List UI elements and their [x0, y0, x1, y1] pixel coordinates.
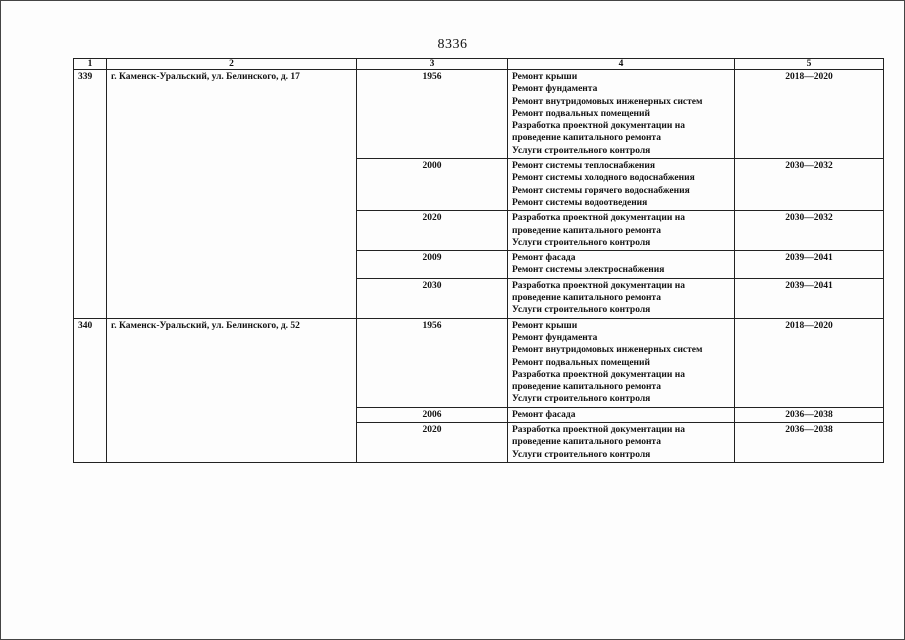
repair-work-item: Ремонт подвальных помещений: [512, 108, 650, 119]
repair-works-list: [508, 159, 735, 211]
last-repair-year: 2009: [357, 251, 508, 279]
repair-work-item: Ремонт системы водоотведения: [512, 197, 648, 208]
column-header-4: 4: [508, 59, 735, 70]
repair-works-list: [508, 278, 735, 318]
last-repair-year: 2000: [357, 159, 508, 211]
repair-work-item: Ремонт крыши: [512, 72, 578, 82]
repair-work-item: проведение капитального ремонта: [512, 293, 661, 304]
repair-work-item: Разработка проектной документации на: [512, 369, 685, 380]
table-body: [74, 70, 884, 463]
repair-work-item: Ремонт подвальных помещений: [512, 357, 650, 368]
repair-work-item: Разработка проектной документации на: [512, 425, 685, 436]
planned-period: 2030—2032: [735, 159, 884, 211]
repair-works-list: [508, 251, 735, 279]
last-repair-year: 2030: [357, 278, 508, 318]
page-number: 8336: [437, 37, 468, 52]
repair-works-list: [508, 423, 735, 463]
building-address: г. Каменск-Уральский, ул. Белинского, д. 52: [107, 318, 357, 462]
repair-work-item: Услуги строительного контроля: [512, 237, 651, 248]
repair-works-list: [508, 407, 735, 422]
column-header-5: 5: [735, 59, 884, 70]
planned-period: 2030—2032: [735, 211, 884, 251]
table-row: [74, 318, 884, 407]
repair-work-item: Услуги строительного контроля: [512, 305, 651, 316]
repair-work-item: Ремонт фасада: [512, 409, 576, 420]
last-repair-year: 2006: [357, 407, 508, 422]
repair-work-item: проведение капитального ремонта: [512, 225, 661, 236]
last-repair-year: 1956: [357, 70, 508, 159]
repair-work-item: Ремонт фундамента: [512, 332, 598, 343]
repair-work-item: Ремонт системы холодного водоснабжения: [512, 173, 695, 184]
planned-period: 2018—2020: [735, 70, 884, 159]
repair-schedule-table: [73, 58, 884, 463]
repair-work-item: Ремонт крыши: [512, 320, 578, 331]
repair-work-item: Разработка проектной документации на: [512, 121, 685, 132]
last-repair-year: 2020: [357, 211, 508, 251]
repair-work-item: Ремонт фасада: [512, 253, 576, 264]
planned-period: 2018—2020: [735, 318, 884, 407]
repair-works-list: [508, 70, 735, 159]
planned-period: 2036—2038: [735, 423, 884, 463]
repair-work-item: Услуги строительного контроля: [512, 394, 651, 405]
repair-work-item: проведение капитального ремонта: [512, 133, 661, 144]
repair-work-item: Ремонт системы электроснабжения: [512, 265, 665, 276]
repair-work-item: Разработка проектной документации на: [512, 213, 685, 224]
repair-work-item: Ремонт системы горячего водоснабжения: [512, 185, 690, 196]
column-header-2: 2: [107, 59, 357, 70]
building-address: г. Каменск-Уральский, ул. Белинского, д. 17: [107, 70, 357, 319]
building-number: 339: [74, 70, 107, 319]
repair-work-item: Разработка проектной документации на: [512, 280, 685, 291]
last-repair-year: 1956: [357, 318, 508, 407]
repair-work-item: Ремонт фундамента: [512, 84, 598, 95]
repair-work-item: Услуги строительного контроля: [512, 145, 651, 156]
repair-work-item: проведение капитального ремонта: [512, 437, 661, 448]
repair-work-item: Ремонт системы теплоснабжения: [512, 161, 656, 172]
column-header-1: 1: [74, 59, 107, 70]
repair-works-list: [508, 211, 735, 251]
repair-work-item: Ремонт внутридомовых инженерных систем: [512, 96, 703, 107]
repair-works-list: [508, 318, 735, 407]
planned-period: 2039—2041: [735, 251, 884, 279]
column-header-3: 3: [357, 59, 508, 70]
planned-period: 2036—2038: [735, 407, 884, 422]
header-row: [74, 59, 884, 70]
building-number: 340: [74, 318, 107, 462]
planned-period: 2039—2041: [735, 278, 884, 318]
repair-work-item: Услуги строительного контроля: [512, 449, 651, 460]
repair-work-item: проведение капитального ремонта: [512, 382, 661, 393]
repair-work-item: Ремонт внутридомовых инженерных систем: [512, 345, 703, 356]
last-repair-year: 2020: [357, 423, 508, 463]
table-row: [74, 70, 884, 159]
